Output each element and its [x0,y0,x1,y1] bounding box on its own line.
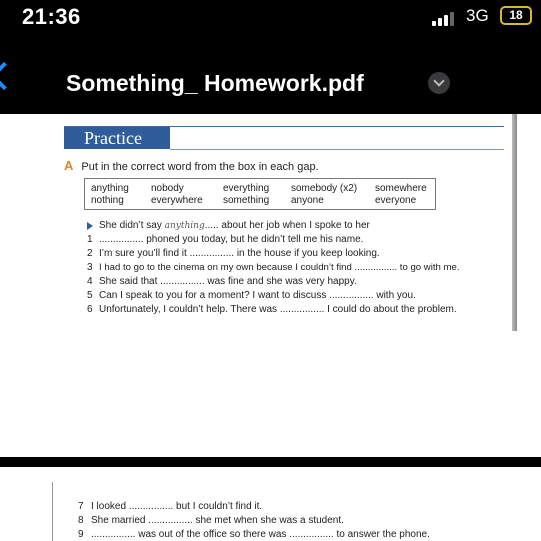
answer-gap: ................ [189,248,235,259]
item-text: she met when she was a student. [195,515,344,526]
status-bar [0,0,541,36]
word-box-item: nobody [151,183,184,194]
answer-gap: ................ [99,234,144,245]
item-number: 4 [87,276,93,287]
pdf-page-1[interactable] [0,114,541,457]
item-text: I looked [91,501,127,512]
item-number: 2 [87,248,93,259]
section-rule [170,149,504,150]
status-time: 21:36 [22,4,81,29]
word-box-item: anything [91,183,129,194]
item-number: 6 [87,304,93,315]
item-number: 9 [78,529,84,540]
item-text: Can I speak to you for a moment? I want to discuss [99,290,327,301]
exercise-item [99,262,460,273]
answer-gap: ................ [289,529,334,540]
word-box-item: anyone [291,195,324,206]
example-text: about her job when I spoke to her [221,220,370,231]
word-box-item: everyone [375,195,417,206]
item-text: to go with me. [399,262,460,273]
exercise-item [99,304,457,315]
word-box [84,178,436,210]
instruction-text: Put in the correct word from the box in each gap. [81,161,319,173]
word-box-item: somebody (x2) [291,183,358,194]
word-box-item: everywhere [151,195,203,206]
item-text: She married [91,515,146,526]
example-text: She didn’t say [99,220,162,231]
back-chevron-icon[interactable] [0,62,18,90]
item-text: but I couldn’t find it. [176,501,263,512]
page-margin-line [52,482,53,541]
answer-gap: ................ [329,290,374,301]
answer-gap: ................ [279,304,325,315]
battery-icon: 18 [500,6,532,25]
answer-gap: ................ [148,515,193,526]
item-text: I could do about the problem. [327,304,457,315]
answer-gap: ................ [160,276,205,287]
item-text: was out of the office so there was [138,529,287,540]
exercise-item [99,234,363,245]
word-box-item: everything [223,183,270,194]
exercise-letter: A [64,158,74,173]
item-text: She said that [99,276,158,287]
signal-icon [432,10,458,26]
item-number: 8 [78,515,84,526]
practice-heading: Practice [64,127,170,149]
item-text: I’m sure you’ll find it [99,248,187,259]
exercise-item [91,529,430,540]
example-arrow-icon [87,222,93,230]
chevron-down-icon [433,75,444,86]
network-type: 3G [466,6,489,25]
example-answer: anything [164,221,205,231]
document-title[interactable]: Something_ Homework.pdf [66,70,364,96]
exercise-item [99,290,416,301]
example-dots: ..... [204,220,219,231]
word-box-item: something [223,195,270,206]
exercise-item [91,501,262,512]
answer-gap: ................ [354,262,398,273]
answer-gap: ................ [128,501,174,512]
item-text: was fine and she was very happy. [207,276,357,287]
document-header [0,36,541,114]
title-menu-button[interactable] [428,72,450,94]
answer-gap: ................ [91,529,136,540]
page-separator [0,457,541,467]
item-number: 7 [78,501,84,512]
item-text: in the house if you keep looking. [236,248,380,259]
word-box-item: nothing [91,195,124,206]
item-number: 3 [87,262,93,273]
item-text: with you. [376,290,416,301]
item-text: Unfortunately, I couldn’t help. There was [99,304,278,315]
exercise-instruction [64,158,319,173]
pdf-page-2[interactable] [0,467,541,541]
item-number: 1 [87,234,93,245]
item-number: 5 [87,290,93,301]
item-text: phoned you today, but he didn’t tell me his name. [146,234,364,245]
word-box-item: somewhere [375,183,427,194]
exercise-item [91,515,344,526]
exercise-item [99,276,357,287]
example-line [99,220,370,231]
exercise-item [99,248,380,259]
item-text: I had to go to the cinema on my own because I couldn’t find [99,262,352,273]
page-edge-shadow [512,114,517,331]
item-text: to answer the phone. [336,529,430,540]
